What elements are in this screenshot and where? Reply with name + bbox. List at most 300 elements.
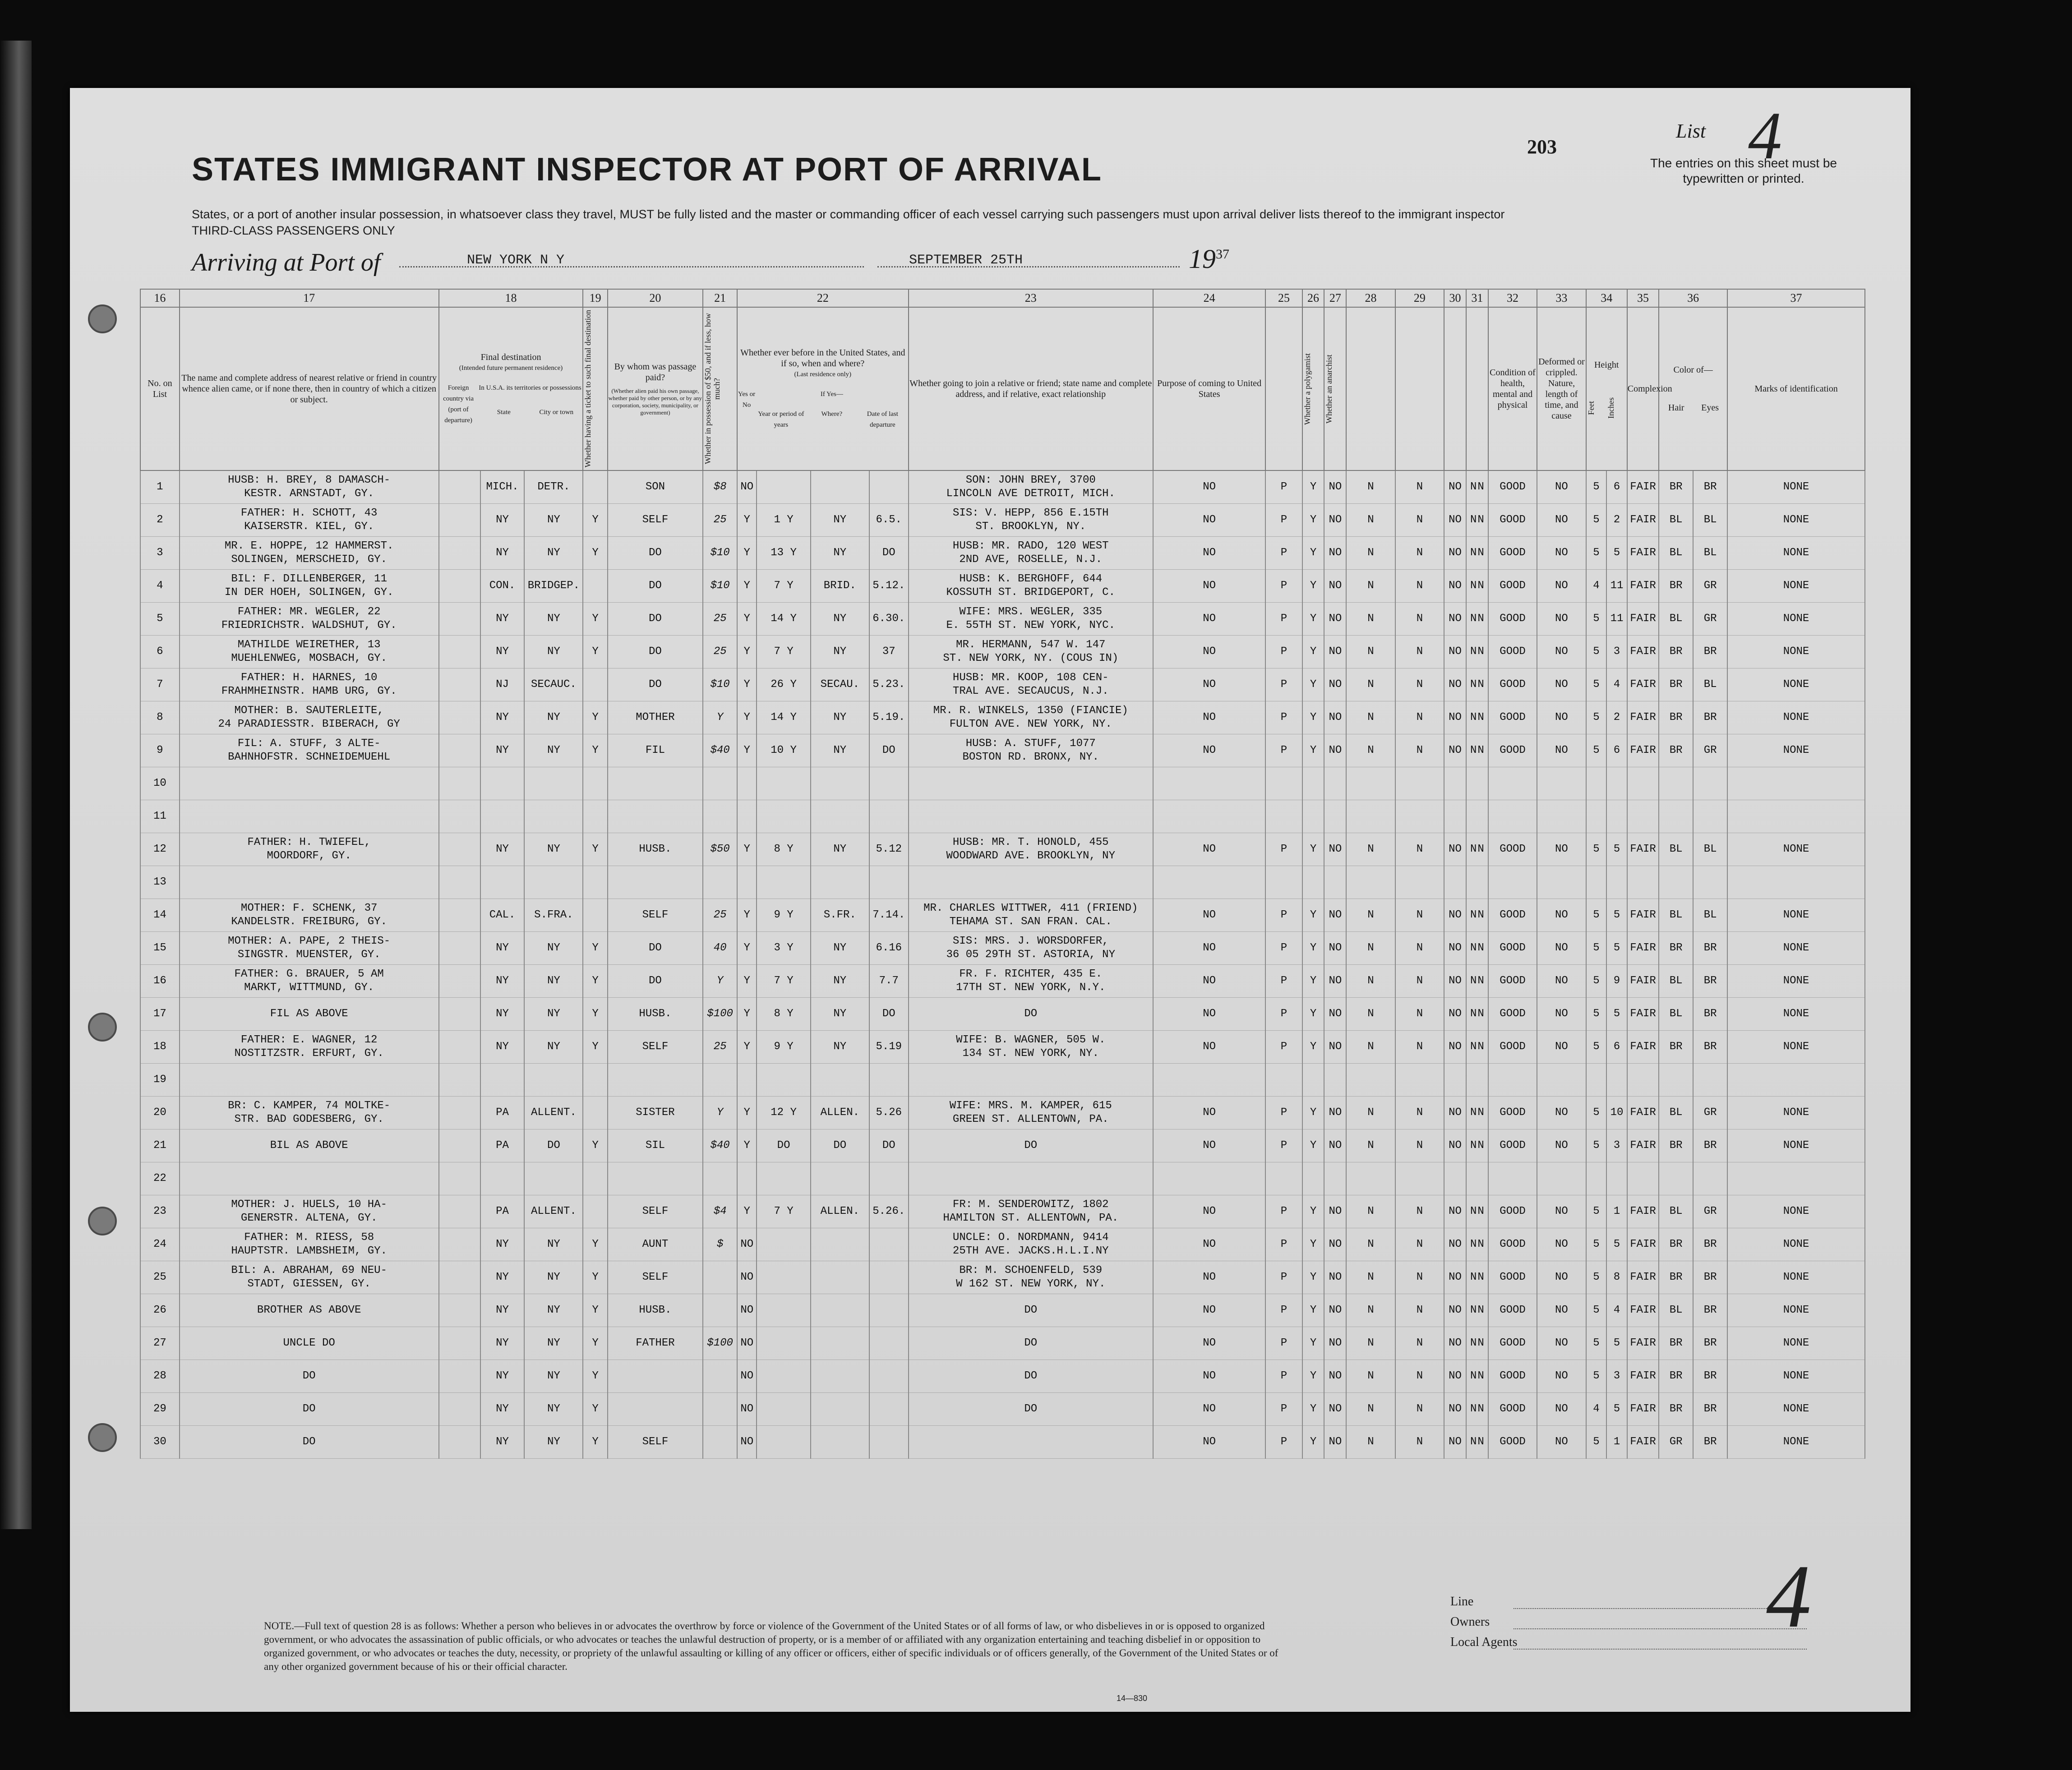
before-years [757,1162,810,1195]
health: GOOD [1488,636,1537,668]
col-25: P [1265,1195,1302,1228]
last-departure: DO [869,1129,909,1162]
foreign-country [439,899,480,932]
col-29: N [1395,1228,1444,1261]
polygamist [1302,1064,1324,1097]
passage-paid-by: SELF [608,1031,703,1064]
col-number: 32 [1488,289,1537,307]
joining-relative [909,1426,1153,1459]
ticket: Y [583,1327,607,1360]
col-25: P [1265,1261,1302,1294]
col-32-value: N [1477,1238,1484,1250]
health: GOOD [1488,734,1537,767]
header-money-text: Whether in possession of $50, and if less, how much? [703,313,722,465]
col-31-value: N [1470,909,1477,921]
before-where [811,800,869,833]
complexion: FAIR [1627,734,1659,767]
joining-relative-line: WIFE: MRS. WEGLER, 335 [959,606,1103,618]
row-number: 16 [140,965,180,998]
relative-address-line: MOTHER: F. SCHENK, 37 [240,902,378,914]
col-number: 18 [439,289,583,307]
identification-marks: NONE [1727,1228,1865,1261]
height-feet: 4 [1586,570,1607,603]
before-years: 3 Y [757,932,810,965]
joining-relative [909,1393,1153,1426]
anarchist: NO [1324,833,1346,866]
anarchist: NO [1324,1228,1346,1261]
col-28: N [1346,603,1395,636]
footer-note: NOTE.—Full text of question 28 is as follows: Whether a person who believes in or advocates the overthrow by force or violence of the Government of the United States or of all forms of law, or who disbelieves in or is opposed to organized government, or who advocates the assassination of public officials, or who advocates or teaches the unlawful destruction of property, or is a member of or affiliated with any organization entertaining and teaching disbelief in or opposition to organized government, or who advocates or teaches the duty, necessity, or propriety of the unlawful assaulting or killing of any officer or officers, either of specific individuals or of officers generally, of the Government of the United States or of any other organized government because of his or their official character. [264,1620,1278,1672]
anarchist [1324,866,1346,899]
destination-state: NY [480,537,525,570]
height-feet [1586,1162,1607,1195]
table-row [140,734,1865,767]
col-29: N [1395,1261,1444,1294]
height-feet: 5 [1586,833,1607,866]
money-amount [703,1064,737,1097]
height-inches [1606,800,1627,833]
header-marks: Marks of identification [1727,307,1865,470]
height-inches: 10 [1606,1097,1627,1129]
anarchist: NO [1324,965,1346,998]
joining-relative-line: MR. CHARLES WITTWER, 411 (FRIEND) [923,902,1138,914]
before-years [757,470,810,504]
col-29: N [1395,1327,1444,1360]
money-amount: $100 [703,1327,737,1360]
complexion: FAIR [1627,899,1659,932]
foreign-country [439,504,480,537]
before-where [811,1228,869,1261]
ticket: Y [583,998,607,1031]
col-30 [1444,767,1466,800]
row-number: 23 [140,1195,180,1228]
header-final-destination-note: (Intended future permanent residence) [459,364,563,372]
ticket [583,899,607,932]
relative-address-line: GENERSTR. ALTENA, GY. [240,1212,378,1224]
height-feet: 5 [1586,1129,1607,1162]
money-amount: $50 [703,833,737,866]
destination-state: NY [480,932,525,965]
polygamist: Y [1302,899,1324,932]
height-feet: 5 [1586,965,1607,998]
col-32-value: N [1477,1304,1484,1316]
height-feet: 5 [1586,701,1607,734]
col-31-value: N [1470,1403,1477,1415]
height-inches: 11 [1606,603,1627,636]
passage-paid-by: SELF [608,899,703,932]
passage-paid-by: SISTER [608,1097,703,1129]
money-amount [703,1261,737,1294]
col-30: NO [1444,1360,1466,1393]
row-number: 4 [140,570,180,603]
joining-relative [909,701,1153,734]
foreign-country [439,734,480,767]
money-amount: 25 [703,603,737,636]
height-feet: 5 [1586,1097,1607,1129]
joining-relative [909,1195,1153,1228]
col-28: N [1346,899,1395,932]
col-30: NO [1444,1129,1466,1162]
eye-color: GR [1693,1195,1727,1228]
header-before-in-us [737,307,909,470]
height-inches [1606,1064,1627,1097]
purpose: NO [1153,833,1265,866]
col-31 [1466,932,1488,965]
anarchist: NO [1324,1327,1346,1360]
col-30: NO [1444,899,1466,932]
eye-color: BL [1693,833,1727,866]
eye-color: BL [1693,537,1727,570]
height-inches: 5 [1606,1393,1627,1426]
before-yes-no [737,767,757,800]
joining-relative [909,1129,1153,1162]
foreign-country [439,701,480,734]
hair-color: BL [1659,998,1693,1031]
relative-address [180,603,439,636]
before-where [811,1393,869,1426]
height-inches: 5 [1606,537,1627,570]
col-29: N [1395,833,1444,866]
money-amount: $8 [703,470,737,504]
ticket: Y [583,504,607,537]
last-departure [869,470,909,504]
col-32-value: N [1477,975,1484,987]
header-height-title: Height [1594,360,1619,370]
ticket [583,1195,607,1228]
height-feet: 5 [1586,734,1607,767]
purpose: NO [1153,537,1265,570]
page-number: 203 [1527,136,1557,158]
col-number: 24 [1153,289,1265,307]
hair-color: BL [1659,833,1693,866]
relative-address [180,1195,439,1228]
health: GOOD [1488,1294,1537,1327]
relative-address-line: BIL: F. DILLENBERGER, 11 [231,573,387,585]
eye-color: BR [1693,1228,1727,1261]
column-header-row [140,307,1865,470]
before-yes-no [737,866,757,899]
before-years [757,1393,810,1426]
header-eyes: Eyes [1701,403,1719,413]
identification-marks: NONE [1727,470,1865,504]
foreign-country [439,767,480,800]
ticket [583,470,607,504]
deformed: NO [1537,833,1586,866]
relative-address-line: FIL: A. STUFF, 3 ALTE- [237,738,381,750]
deformed [1537,1162,1586,1195]
col-28: N [1346,734,1395,767]
relative-address-line: MOTHER: B. SAUTERLEITE, [234,705,384,717]
money-amount: $4 [703,1195,737,1228]
before-yes-no: NO [737,1294,757,1327]
height-inches: 2 [1606,504,1627,537]
joining-relative-line: UNCLE: O. NORDMANN, 9414 [952,1231,1109,1244]
height-feet: 5 [1586,899,1607,932]
col-32-value: N [1477,1106,1484,1119]
deformed: NO [1537,1327,1586,1360]
identification-marks: NONE [1727,734,1865,767]
height-inches: 3 [1606,1360,1627,1393]
header-yes-no: Yes or No [738,391,756,409]
col-31-value: N [1470,1304,1477,1316]
foreign-country [439,1294,480,1327]
destination-city [524,767,583,800]
col-31 [1466,833,1488,866]
deformed: NO [1537,470,1586,504]
col-25 [1265,800,1302,833]
height-inches: 11 [1606,570,1627,603]
complexion [1627,866,1659,899]
before-where [811,1360,869,1393]
before-years: 8 Y [757,998,810,1031]
header-if-yes: If Yes— [820,391,843,398]
before-yes-no: Y [737,833,757,866]
deformed: NO [1537,1360,1586,1393]
joining-relative-line: DO [1024,1139,1038,1152]
table-row [140,1064,1865,1097]
purpose: NO [1153,965,1265,998]
identification-marks: NONE [1727,833,1865,866]
row-number: 14 [140,899,180,932]
before-yes-no: NO [737,1360,757,1393]
before-where [811,1261,869,1294]
deformed: NO [1537,932,1586,965]
before-yes-no: Y [737,668,757,701]
money-amount: $10 [703,537,737,570]
health: GOOD [1488,1360,1537,1393]
before-yes-no: Y [737,1031,757,1064]
manifest-page [70,88,1910,1712]
health [1488,1162,1537,1195]
deformed: NO [1537,537,1586,570]
last-departure: DO [869,537,909,570]
col-31 [1466,1261,1488,1294]
last-departure [869,1327,909,1360]
identification-marks [1727,866,1865,899]
foreign-country [439,1228,480,1261]
passage-paid-by: SELF [608,1426,703,1459]
col-29: N [1395,932,1444,965]
port-value: NEW YORK N Y [467,253,565,268]
destination-state: NY [480,965,525,998]
destination-state: NY [480,833,525,866]
agents-field [1514,1649,1807,1650]
col-30: NO [1444,1195,1466,1228]
col-28 [1346,800,1395,833]
complexion: FAIR [1627,1393,1659,1426]
col-number: 35 [1627,289,1659,307]
before-where [811,1294,869,1327]
before-years: 7 Y [757,570,810,603]
col-32-value: N [1477,1041,1484,1053]
col-30: NO [1444,932,1466,965]
health: GOOD [1488,1097,1537,1129]
col-25: P [1265,636,1302,668]
identification-marks: NONE [1727,504,1865,537]
last-departure: 37 [869,636,909,668]
deformed: NO [1537,1195,1586,1228]
passage-paid-by [608,1162,703,1195]
header-passage-paid [608,307,703,470]
destination-state: NY [480,636,525,668]
hair-color: BR [1659,1129,1693,1162]
before-years [757,767,810,800]
before-years [757,866,810,899]
identification-marks: NONE [1727,570,1865,603]
col-32-value: N [1477,1205,1484,1217]
col-28: N [1346,1261,1395,1294]
col-25: P [1265,833,1302,866]
col-30: NO [1444,1294,1466,1327]
polygamist: Y [1302,668,1324,701]
col-25: P [1265,1393,1302,1426]
height-feet: 5 [1586,668,1607,701]
before-yes-no: Y [737,1129,757,1162]
health: GOOD [1488,1426,1537,1459]
foreign-country [439,570,480,603]
col-30: NO [1444,668,1466,701]
destination-state: PA [480,1097,525,1129]
before-where: ALLEN. [811,1195,869,1228]
eye-color: BR [1693,932,1727,965]
foreign-country [439,470,480,504]
health: GOOD [1488,1031,1537,1064]
relative-address-line: BROTHER AS ABOVE [257,1304,361,1316]
header-deformed: Deformed or crippled. Nature, length of time, and cause [1537,307,1586,470]
before-years: 9 Y [757,1031,810,1064]
col-28 [1346,1162,1395,1195]
identification-marks: NONE [1727,932,1865,965]
joining-relative-line: MR. HERMANN, 547 W. 147 [956,639,1106,651]
anarchist: NO [1324,701,1346,734]
last-departure [869,1228,909,1261]
money-amount: $ [703,1228,737,1261]
eye-color: GR [1693,734,1727,767]
col-29: N [1395,603,1444,636]
deformed: NO [1537,570,1586,603]
destination-city [524,800,583,833]
col-29: N [1395,965,1444,998]
relative-address [180,1360,439,1393]
ticket: Y [583,701,607,734]
table-row [140,1162,1865,1195]
before-yes-no: NO [737,470,757,504]
binder-hole [88,1207,117,1235]
hair-color: BL [1659,603,1693,636]
before-years [757,1426,810,1459]
table-row [140,1360,1865,1393]
joining-relative-line: TEHAMA ST. SAN FRAN. CAL. [949,916,1112,928]
col-28: N [1346,537,1395,570]
col-32-value: N [1477,1139,1484,1152]
destination-city: BRIDGEP. [524,570,583,603]
relative-address-line: KANDELSTR. FREIBURG, GY. [231,916,387,928]
joining-relative-line: DO [1024,1304,1038,1316]
health: GOOD [1488,998,1537,1031]
last-departure [869,1426,909,1459]
table-row [140,1129,1865,1162]
col-32-value: N [1477,843,1484,855]
purpose: NO [1153,1129,1265,1162]
deformed: NO [1537,504,1586,537]
eye-color [1693,1064,1727,1097]
hair-color [1659,800,1693,833]
col-25: P [1265,1228,1302,1261]
joining-relative-line: FR: M. SENDEROWITZ, 1802 [952,1198,1109,1211]
purpose: NO [1153,1228,1265,1261]
relative-address-line: MUEHLENWEG, MOSBACH, GY. [231,652,387,664]
ticket [583,767,607,800]
height-inches [1606,767,1627,800]
relative-address-line: 24 PARADIESSTR. BIBERACH, GY [218,718,400,730]
ticket [583,1162,607,1195]
before-years: 7 Y [757,965,810,998]
before-yes-no: NO [737,1261,757,1294]
col-31-value: N [1470,645,1477,658]
destination-city: NY [524,734,583,767]
col-29: N [1395,899,1444,932]
health: GOOD [1488,1129,1537,1162]
col-31 [1466,470,1488,504]
relative-address [180,767,439,800]
joining-relative-line: TRAL AVE. SECAUCUS, N.J. [952,685,1109,697]
before-yes-no: Y [737,1195,757,1228]
col-25: P [1265,1327,1302,1360]
col-28: N [1346,932,1395,965]
eye-color: BR [1693,1360,1727,1393]
passage-paid-by: SELF [608,1261,703,1294]
anarchist: NO [1324,932,1346,965]
relative-address [180,866,439,899]
binder-hole [88,304,117,333]
col-31 [1466,965,1488,998]
before-years: 14 Y [757,701,810,734]
hair-color: BR [1659,701,1693,734]
before-where: BRID. [811,570,869,603]
line-field [1514,1608,1807,1609]
col-30: NO [1444,833,1466,866]
health: GOOD [1488,1195,1537,1228]
destination-state: NY [480,1393,525,1426]
identification-marks: NONE [1727,1097,1865,1129]
col-28: N [1346,1031,1395,1064]
complexion: FAIR [1627,1294,1659,1327]
deformed: NO [1537,1228,1586,1261]
complexion: FAIR [1627,1228,1659,1261]
money-amount: $40 [703,1129,737,1162]
height-feet: 5 [1586,932,1607,965]
col-31 [1466,636,1488,668]
hair-color: BR [1659,734,1693,767]
purpose: NO [1153,470,1265,504]
relative-address-line: FATHER: H. SCHOTT, 43 [240,507,378,519]
destination-city: NY [524,636,583,668]
money-amount: $100 [703,998,737,1031]
last-departure: 5.12 [869,833,909,866]
col-31-value: N [1470,678,1477,691]
col-28: N [1346,1393,1395,1426]
passage-paid-by: DO [608,636,703,668]
col-30: NO [1444,734,1466,767]
passage-paid-by: DO [608,965,703,998]
anarchist: NO [1324,1426,1346,1459]
anarchist: NO [1324,1261,1346,1294]
destination-state [480,1064,525,1097]
ticket: Y [583,932,607,965]
complexion: FAIR [1627,570,1659,603]
passage-paid-by: FIL [608,734,703,767]
joining-relative [909,603,1153,636]
